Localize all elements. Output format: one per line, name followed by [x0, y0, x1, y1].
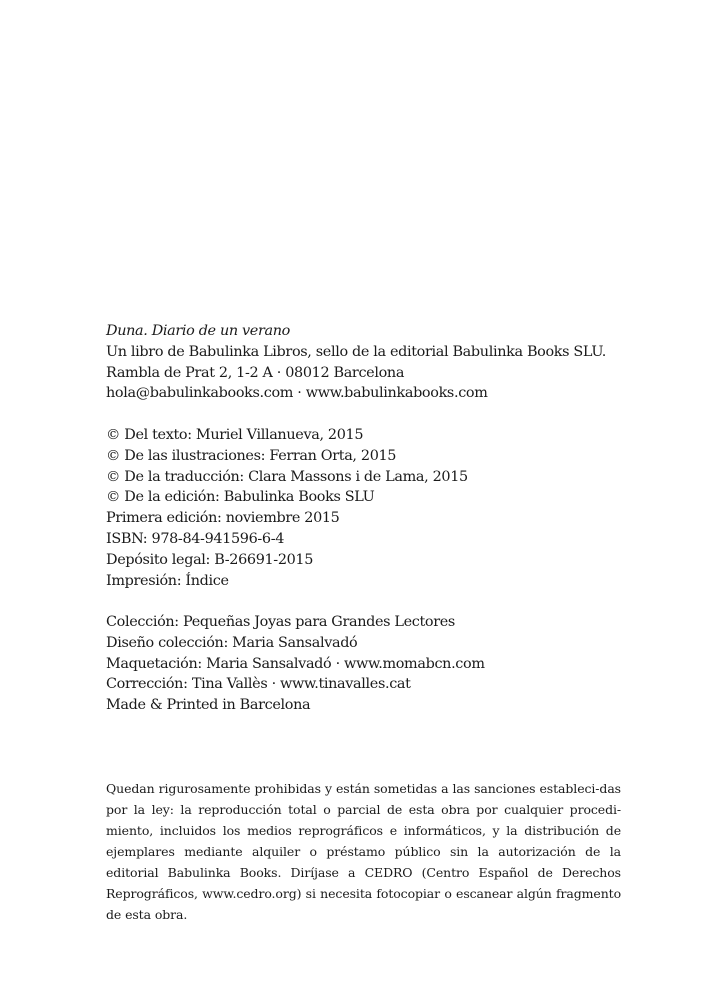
collection-name: Colección: Pequeñas Joyas para Grandes Lectores: [106, 614, 455, 630]
isbn: ISBN: 978-84-941596-6-4: [106, 530, 285, 547]
text-copyright: © Del texto: Muriel Villanueva, 2015: [106, 427, 364, 443]
layout-credit: Maquetación: Maria Sansalvadó · www.momabcn.com: [106, 655, 485, 672]
publisher-address: Rambla de Prat 2, 1-2 A · 08012 Barcelona: [106, 364, 405, 381]
publisher-line: Un libro de Babulinka Libros, sello de la editorial Babulinka Books SLU.: [106, 343, 607, 360]
legal-notice: Quedan rigurosamente prohibidas y están sometidas a las sanciones estableci-das por la ley: la reproducción total o parcial de esta obra por cualquier procedi-miento, incluidos los medios reprográficos e informáticos, y la distribución de ejemplares mediante alquiler o préstamo público sin la autorización de la editorial Babulinka Books. Diríjase a CEDRO (Centro Español de Derechos Reprográficos, www.cedro.org) si necesita fotocopiar o escanear algún fragmento de esta obra.: [106, 781, 621, 922]
collection-block: [106, 612, 621, 716]
made-in: Made & Printed in Barcelona: [106, 697, 311, 714]
imprint-block: [106, 321, 621, 404]
credits-block: [106, 425, 621, 591]
book-title: Duna. Diario de un verano: [106, 323, 290, 339]
publisher-contact: hola@babulinkabooks.com · www.babulinkabooks.com: [106, 385, 488, 402]
legal-deposit: Depósito legal: B-26691-2015: [106, 551, 314, 568]
proofreading-credit: Corrección: Tina Vallès · www.tinavalles.cat: [106, 676, 411, 693]
collection-design: Diseño colección: Maria Sansalvadó: [106, 634, 358, 651]
edition-copyright: © De la edición: Babulinka Books SLU: [106, 489, 375, 506]
printing: Impresión: Índice: [106, 572, 229, 589]
illustrations-copyright: © De las ilustraciones: Ferran Orta, 2015: [106, 447, 397, 464]
translation-copyright: © De la traducción: Clara Massons i de Lama, 2015: [106, 468, 468, 485]
first-edition: Primera edición: noviembre 2015: [106, 510, 340, 527]
